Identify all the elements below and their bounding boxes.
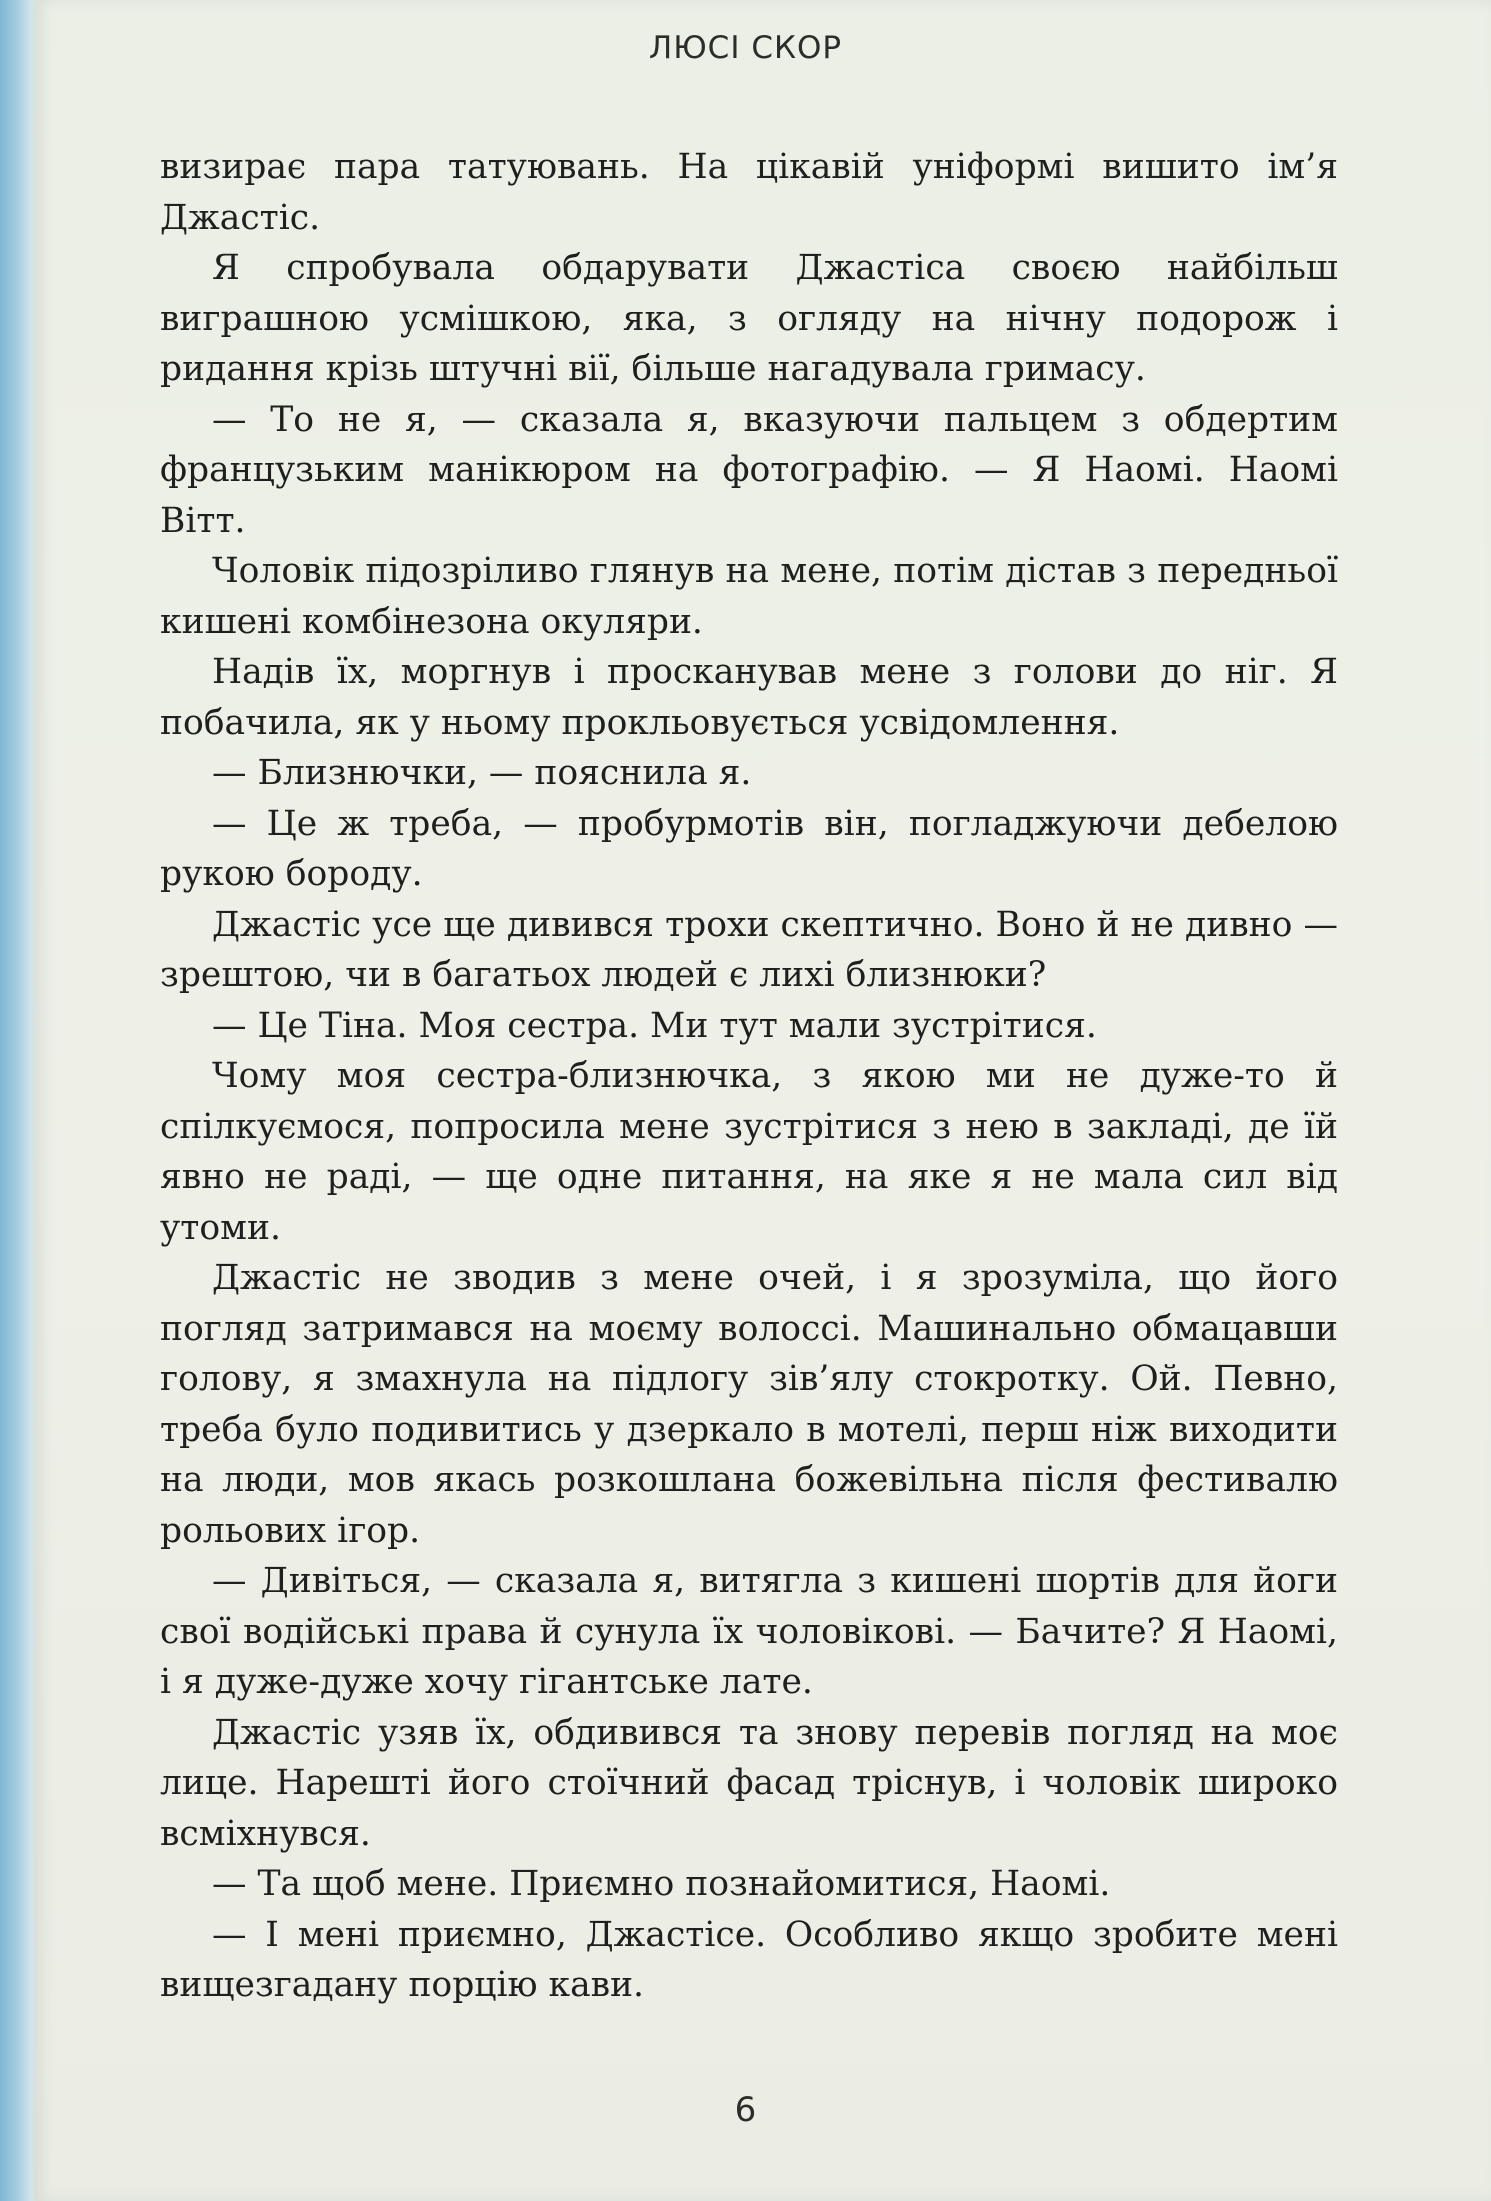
paragraph: — Та щоб мене. Приємно познайомитися, Наомі.	[212, 1864, 1111, 1904]
body-text	[160, 142, 1338, 2011]
paragraph: — Це Тіна. Моя сестра. Ми тут мали зустрітися.	[212, 1005, 1097, 1046]
paragraph: Джастіс усе ще дивився трохи скептично. Воно й не дивно — зрештою, чи в багатьох людей є лихі близнюки?	[160, 904, 1338, 995]
running-head: ЛЮСІ СКОР	[648, 30, 843, 66]
paragraph: Чоловік підозріливо глянув на мене, потім дістав з передньої кишені комбінезона окуляри.	[160, 551, 1338, 642]
paragraph: — І мені приємно, Джастісе. Особливо якщо зробите мені вищезгадану порцію кави.	[160, 1914, 1338, 2005]
page-number: 6	[734, 2090, 757, 2130]
paragraph: Я спробувала обдарувати Джастіса своєю найбільш виграшною усмішкою, яка, з огляду на нічну подорож і ридання крізь штучні вії, більше нагадувала гримасу.	[160, 248, 1338, 389]
paragraph: визирає пара татуювань. На цікавій уніформі вишито ім’я Джастіс.	[160, 147, 1338, 238]
paragraph: — Близнючки, — пояснила я.	[212, 753, 752, 793]
paragraph: Чому моя сестра-близнючка, з якою ми не дуже-то й спілкуємося, попросила мене зустрітися з нею в закладі, де їй явно не раді, — ще одне питання, на яке я не мала сил від утоми.	[160, 1056, 1338, 1248]
paragraph: — Дивіться, — сказала я, витягла з кишені шортів для йоги свої водійські права й сунула їх чоловікові. — Бачите? Я Наомі, і я дуже-дуже хочу гігантське лате.	[160, 1561, 1338, 1702]
paragraph: — То не я, — сказала я, вказуючи пальцем з обдертим французьким манікюром на фотографію. — Я Наомі. Наомі Вітт.	[160, 399, 1338, 541]
paragraph: — Це ж треба, — пробурмотів він, погладжуючи дебелою рукою бороду.	[160, 803, 1338, 894]
paragraph: Джастіс узяв їх, обдивився та знову перевів погляд на моє лице. Нарешті його стоїчний фасад тріснув, і чоловік широко всміхнувся.	[160, 1712, 1338, 1854]
paragraph: Джастіс не зводив з мене очей, і я зрозуміла, що його погляд затримався на моєму волоссі. Машинально обмацавши голову, я змахнула на підлогу зів’ялу стокротку. Ой. Певно, треба було подивитись у дзеркало в мотелі, перш ніж виходити на люди, мов якась розкошлана божевільна після фестивалю рольових ігор.	[160, 1258, 1338, 1551]
paragraph: Надів їх, моргнув і просканував мене з голови до ніг. Я побачила, як у ньому прокльовується усвідомлення.	[160, 652, 1338, 743]
